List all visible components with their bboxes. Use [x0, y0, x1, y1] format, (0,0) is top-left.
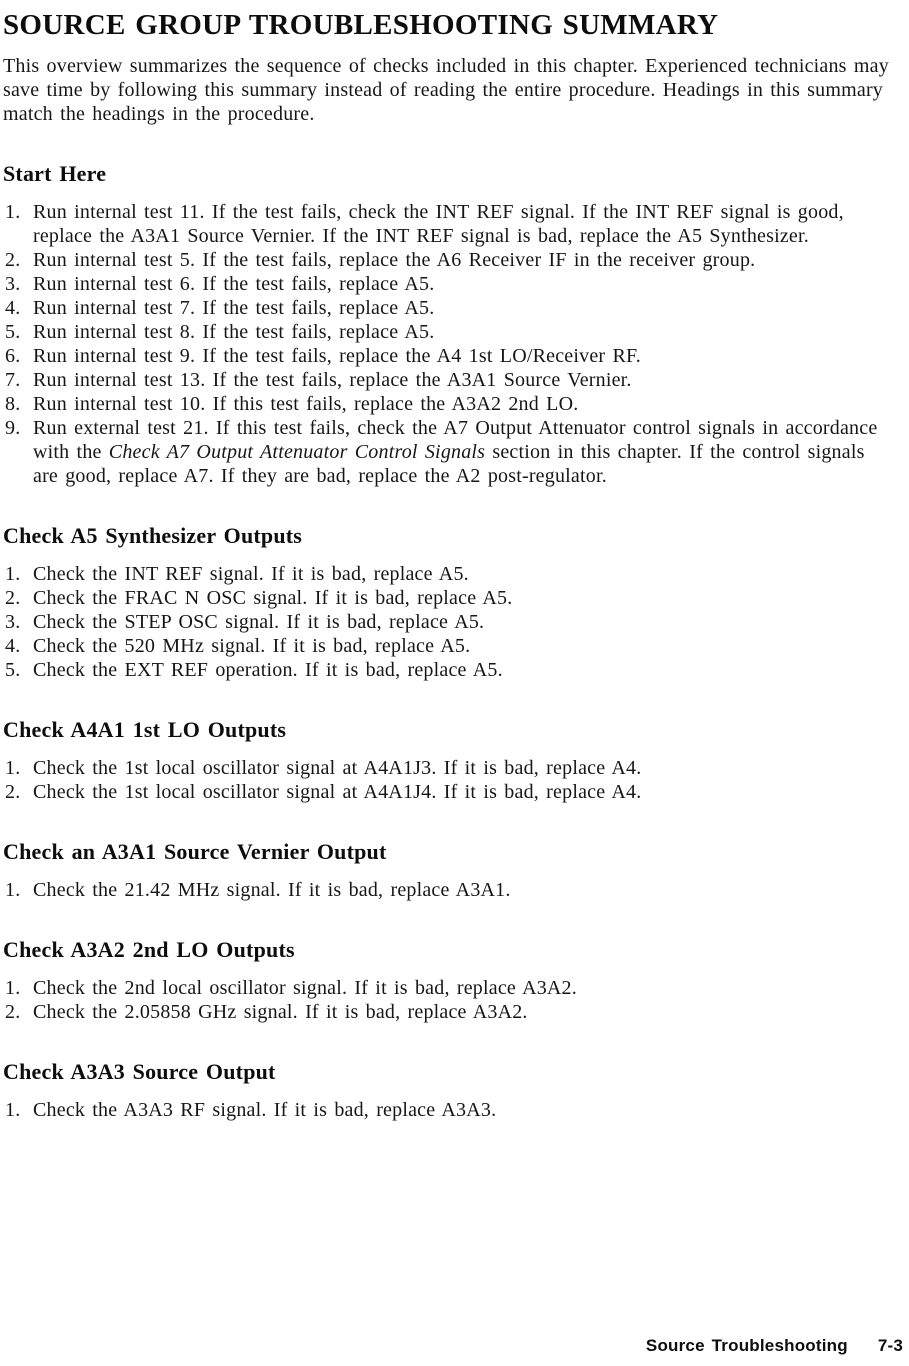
list-item: Run internal test 5. If the test fails, replace the A6 Receiver IF in the receiver group. — [33, 249, 756, 271]
list-item: Check the STEP OSC signal. If it is bad, replace A5. — [33, 611, 485, 633]
list-item: Check the FRAC N OSC signal. If it is bad, replace A5. — [33, 587, 513, 609]
section-a4a1-1st-lo-outputs — [3, 716, 899, 804]
section-heading: Check A4A1 1st LO Outputs — [3, 717, 287, 742]
list-item: Check the 2.05858 GHz signal. If it is bad, replace A3A2. — [33, 1001, 528, 1023]
list-item: Run internal test 6. If the test fails, replace A5. — [33, 273, 435, 295]
section-list — [3, 976, 891, 1024]
list-item: Check the 1st local oscillator signal at A4A1J4. If it is bad, replace A4. — [33, 781, 642, 803]
list-item: Run internal test 8. If the test fails, replace A5. — [33, 321, 435, 343]
page-title: SOURCE GROUP TROUBLESHOOTING SUMMARY — [3, 9, 719, 41]
section-list — [3, 200, 891, 488]
list-item: Check the A3A3 RF signal. If it is bad, replace A3A3. — [33, 1099, 497, 1121]
list-item: Run internal test 11. If the test fails, check the INT REF signal. If the INT REF signal is good, replace the A3A1 Source Vernier. If the INT REF signal is bad, replace the A5 Synthesizer. — [33, 201, 844, 247]
section-a3a1-source-vernier-output — [3, 838, 899, 902]
section-list — [3, 562, 891, 682]
list-item: Run internal test 10. If this test fails, replace the A3A2 2nd LO. — [33, 393, 579, 415]
list-item — [3, 416, 891, 488]
section-a3a3-source-output — [3, 1058, 899, 1122]
section-heading: Start Here — [3, 161, 107, 186]
list-item: Check the 2nd local oscillator signal. If it is bad, replace A3A2. — [33, 977, 577, 999]
italic-reference: Check A7 Output Attenuator Control Signals — [108, 441, 486, 463]
list-item: Run internal test 9. If the test fails, replace the A4 1st LO/Receiver RF. — [33, 345, 641, 367]
list-item-text: section in this chapter. If the control signals are good, replace A7. If they are bad, replace the A2 post-regulator. — [33, 441, 865, 487]
section-heading: Check an A3A1 Source Vernier Output — [3, 839, 387, 864]
list-item: Run internal test 13. If the test fails, replace the A3A1 Source Vernier. — [33, 369, 632, 391]
section-heading: Check A5 Synthesizer Outputs — [3, 523, 303, 548]
list-item: Check the 520 MHz signal. If it is bad, replace A5. — [33, 635, 471, 657]
list-item-text: Run external test 21. If this test fails, check the A7 Output Attenuator control signals in accordance with the — [33, 417, 878, 463]
section-heading: Check A3A2 2nd LO Outputs — [3, 937, 295, 962]
section-list — [3, 878, 891, 902]
section-list — [3, 1098, 891, 1122]
list-item: Check the EXT REF operation. If it is bad, replace A5. — [33, 659, 503, 681]
list-item: Check the 21.42 MHz signal. If it is bad, replace A3A1. — [33, 879, 511, 901]
page-footer — [646, 1334, 903, 1358]
section-a3a2-2nd-lo-outputs — [3, 936, 899, 1024]
intro-paragraph: This overview summarizes the sequence of checks included in this chapter. Experienced technicians may save time by following this summary instead of reading the entire procedure. Headings in this summary match the headings in the procedure. — [3, 55, 889, 125]
section-heading: Check A3A3 Source Output — [3, 1059, 276, 1084]
section-start-here — [3, 160, 899, 488]
footer-chapter-label: Source Troubleshooting — [645, 1336, 848, 1355]
section-a5-synthesizer-outputs — [3, 522, 899, 682]
section-list — [3, 756, 891, 804]
list-item: Check the 1st local oscillator signal at A4A1J3. If it is bad, replace A4. — [33, 757, 642, 779]
footer-page-number: 7-3 — [877, 1336, 903, 1355]
list-item: Check the INT REF signal. If it is bad, replace A5. — [33, 563, 469, 585]
list-item: Run internal test 7. If the test fails, replace A5. — [33, 297, 435, 319]
